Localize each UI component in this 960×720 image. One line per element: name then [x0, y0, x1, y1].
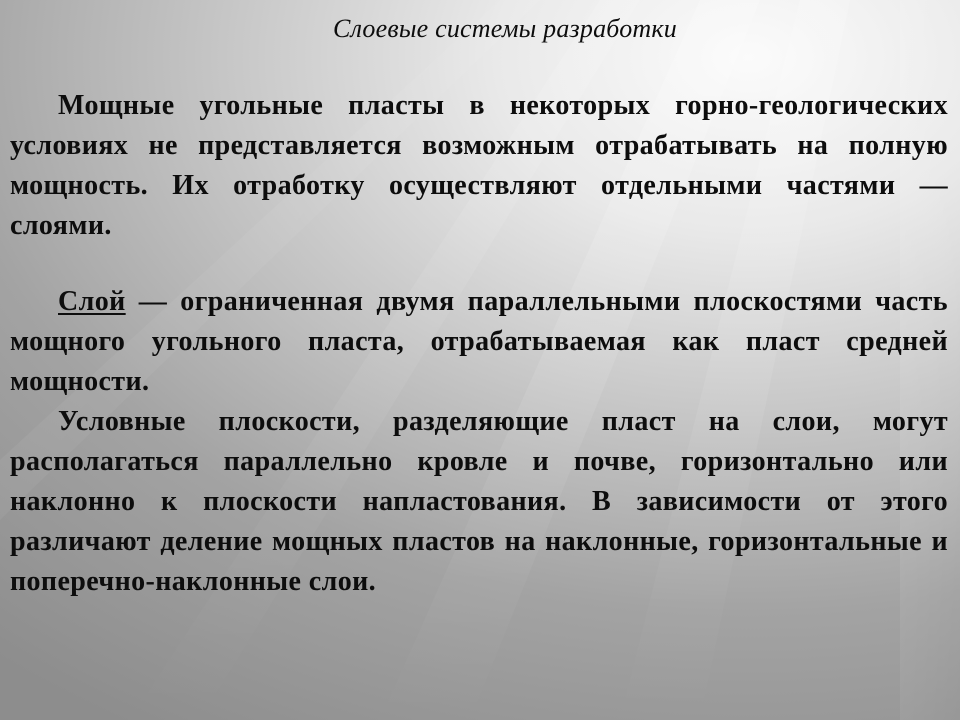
definition-term: Слой	[58, 286, 126, 317]
slide-body	[10, 86, 948, 602]
paragraph-details: Условные плоскости, разделяющие пласт на слои, могут располагаться параллельно кровле и почве, горизонтально или наклонно к плоскости напластования. В зависимости от этого различают деление мощных пластов на наклонные, горизонтальные и поперечно-наклонные слои.	[10, 406, 948, 597]
definition-text: — ограниченная двумя параллельными плоскостями часть мощного угольного пласта, отрабатываемая как пласт средней мощности.	[10, 286, 948, 397]
paragraph-intro: Мощные угольные пласты в некоторых горно-геологических условиях не представляется возможным отрабатывать на полную мощность. Их отработку осуществляют отдельными частями — слоями.	[10, 90, 948, 241]
slide-title: Слоевые системы разработки	[333, 14, 677, 43]
paragraph-definition	[10, 282, 948, 402]
paragraph-spacer	[10, 246, 948, 282]
